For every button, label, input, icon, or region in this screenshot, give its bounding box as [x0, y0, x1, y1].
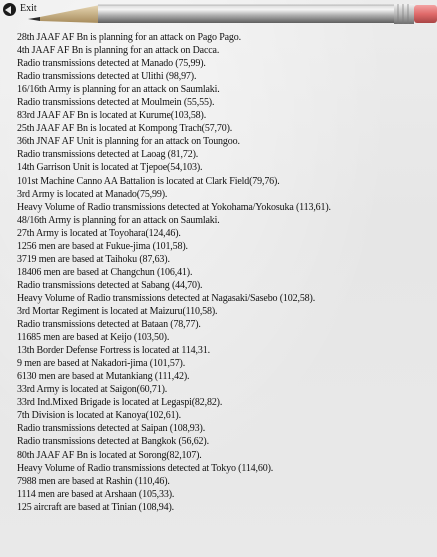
message-item: 3rd Mortar Regiment is located at Maizuru(110,58). — [17, 305, 218, 317]
message-item: Heavy Volume of Radio transmissions detected at Nagasaki/Sasebo (102,58). — [17, 292, 316, 304]
message-item: 3719 men are based at Taihoku (87,63). — [17, 253, 170, 265]
message-item: 9 men are based at Nakadori-jima (101,57). — [17, 358, 186, 370]
message-item: Radio transmissions detected at Ulithi (98,97). — [17, 71, 197, 83]
message-list — [17, 31, 427, 514]
message-item: 11685 men are based at Keijo (103,50). — [17, 332, 170, 344]
message-item: 80th JAAF AF Bn is located at Sorong(82,107). — [17, 449, 202, 461]
message-item: 28th JAAF AF Bn is planning for an attack on Pago Pago. — [17, 32, 241, 43]
message-item: 4th JAAF AF Bn is planning for an attack on Dacca. — [17, 45, 220, 57]
message-item: 7th Division is located at Kanoya(102,61). — [17, 410, 181, 422]
message-item: Radio transmissions detected at Moulmein (55,55). — [17, 97, 215, 109]
message-item: 27th Army is located at Toyohara(124,46). — [17, 227, 181, 239]
header-bar — [0, 0, 437, 24]
message-item: 125 aircraft are based at Tinian (108,94). — [17, 501, 174, 513]
message-item: Heavy Volume of Radio transmissions detected at Tokyo (114,60). — [17, 462, 274, 474]
message-item: 25th JAAF AF Bn is located at Kompong Trach(57,70). — [17, 123, 233, 135]
message-item: Heavy Volume of Radio transmissions detected at Yokohama/Yokosuka (113,61). — [17, 201, 331, 213]
message-item: 16/16th Army is planning for an attack on Saumlaki. — [17, 84, 220, 96]
message-item: 1256 men are based at Fukue-jima (101,58). — [17, 240, 188, 252]
message-item: Radio transmissions detected at Bataan (78,77). — [17, 319, 201, 331]
message-item: Radio transmissions detected at Bangkok (56,62). — [17, 436, 209, 448]
message-item: 33rd Army is located at Saigon(60,71). — [17, 384, 168, 396]
message-item: 83rd JAAF AF Bn is located at Kurume(103,58). — [17, 110, 207, 122]
message-item: 48/16th Army is planning for an attack on Saumlaki. — [17, 214, 220, 226]
message-item: 1114 men are based at Arshaan (105,33). — [17, 488, 175, 500]
message-item: 6130 men are based at Mutankiang (111,42). — [17, 371, 190, 383]
message-item: 3rd Army is located at Manado(75,99). — [17, 188, 168, 200]
message-item: 101st Machine Canno AA Battalion is located at Clark Field(79,76). — [17, 175, 280, 187]
message-item: 36th JNAF AF Unit is planning for an attack on Toungoo. — [17, 136, 240, 148]
exit-label: Exit — [20, 3, 37, 14]
message-item: 13th Border Defense Fortress is located at 114,31. — [17, 345, 210, 357]
back-arrow-circle-icon[interactable] — [3, 3, 16, 16]
message-item: 33rd Ind.Mixed Brigade is located at Legaspi(82,82). — [17, 397, 223, 409]
message-item: Radio transmissions detected at Saipan (108,93). — [17, 423, 206, 435]
message-item: Radio transmissions detected at Laoag (81,72). — [17, 149, 199, 161]
message-item: 7988 men are based at Rashin (110,46). — [17, 475, 170, 487]
pencil-icon — [28, 2, 437, 24]
message-item: Radio transmissions detected at Manado (75,99). — [17, 58, 206, 70]
message-item: Radio transmissions detected at Sabang (44,70). — [17, 279, 203, 291]
message-item: 14th Garrison Unit is located at Tjepoe(54,103). — [17, 162, 203, 174]
message-item: 18406 men are based at Changchun (106,41). — [17, 266, 193, 278]
